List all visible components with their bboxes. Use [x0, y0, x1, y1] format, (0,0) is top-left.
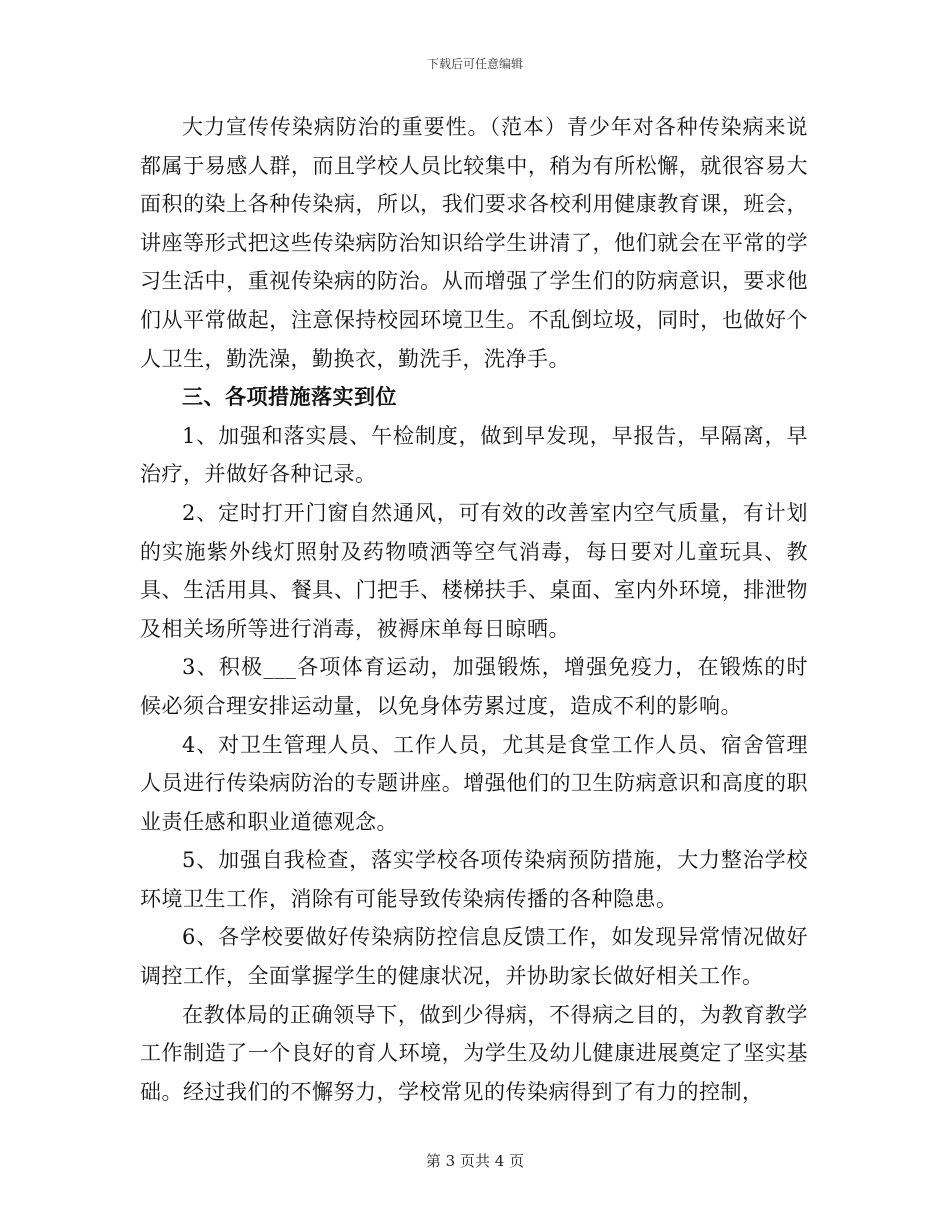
page-number-footer: 第 3 页共 4 页 — [425, 1152, 525, 1170]
paragraph-conclusion: 在教体局的正确领导下，做到少得病，不得病之目的，为教育教学工作制造了一个良好的育人环境，为学生及幼儿健康进展奠定了坚实基础。经过我们的不懈努力，学校常见的传染病得到了有力的控制， — [140, 1002, 808, 1104]
paragraph-item-6: 6、各学校要做好传染病防控信息反馈工作，如发现异常情况做好调控工作，全面掌握学生的健康状况，并协助家长做好相关工作。 — [140, 925, 808, 989]
document-body — [140, 108, 808, 1111]
paragraph-item-2: 2、定时打开门窗自然通风，可有效的改善室内空气质量，有计划的实施紫外线灯照射及药物喷洒等空气消毒，每日要对儿童玩具、教具、生活用具、餐具、门把手、楼梯扶手、桌面、室内外环境，排泄物及相关场所等进行消毒，被褥床单每日晾晒。 — [140, 500, 808, 641]
paragraph-item-5: 5、加强自我检查，落实学校各项传染病预防措施，大力整治学校环境卫生工作，消除有可能导致传染病传播的各种隐患。 — [140, 848, 808, 911]
paragraph-publicity: 大力宣传传染病防治的重要性。（范本）青少年对各种传染病来说都属于易感人群，而且学校人员比较集中，稍为有所松懈，就很容易大面积的染上各种传染病，所以，我们要求各校利用健康教育课，班会，讲座等形式把这些传染病防治知识给学生讲清了，他们就会在平常的学习生活中，重视传染病的防治。从而增强了学生们的防病意识，要求他们从平常做起，注意保持校园环境卫生。不乱倒垃圾，同时，也做好个人卫生，勤洗澡，勤换衣，勤洗手，洗净手。 — [140, 115, 808, 371]
paragraph-item-3: 3、积极___各项体育运动，加强锻炼，增强免疫力，在锻炼的时候必须合理安排运动量，以免身体劳累过度，造成不利的影响。 — [140, 655, 808, 718]
section-heading-measures: 三、各项措施落实到位 — [182, 384, 397, 410]
paragraph-item-4: 4、对卫生管理人员、工作人员，尤其是食堂工作人员、宿舍管理人员进行传染病防治的专题讲座。增强他们的卫生防病意识和高度的职业责任感和职业道德观念。 — [140, 732, 808, 834]
paragraph-item-1: 1、加强和落实晨、午检制度，做到早发现，早报告，早隔离，早治疗，并做好各种记录。 — [140, 423, 808, 487]
page-header: 下载后可任意编辑 — [426, 57, 523, 71]
